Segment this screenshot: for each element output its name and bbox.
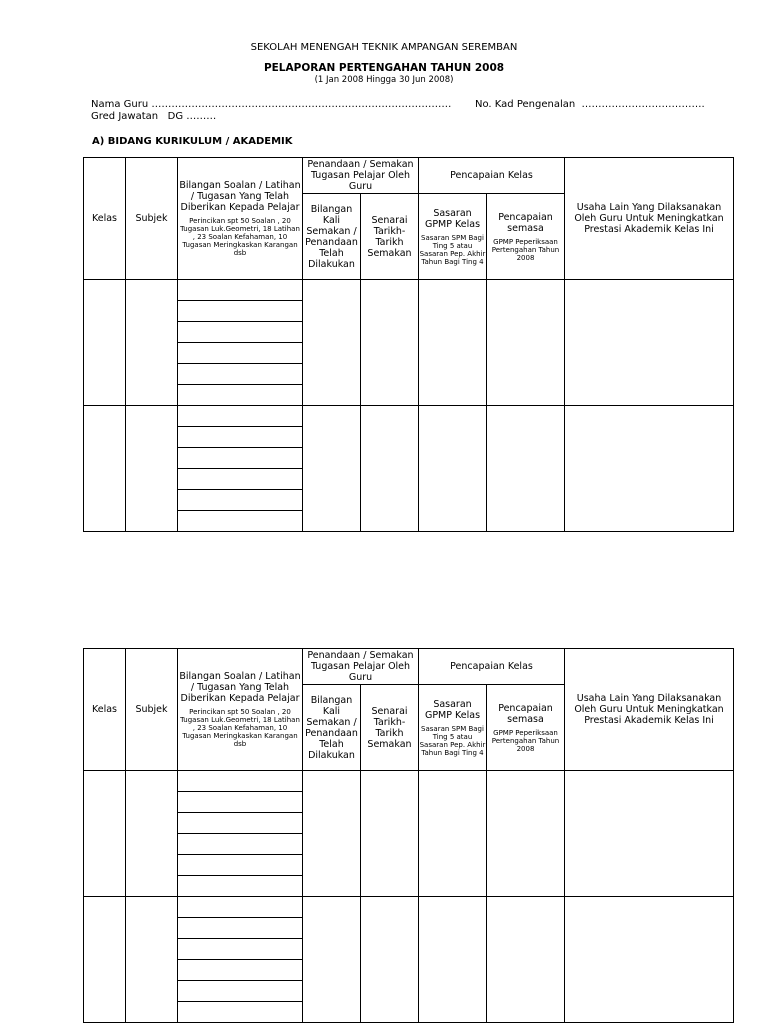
header-subjek: Subjek — [126, 158, 178, 280]
pencapaian-semasa-label: Pencapaian semasa — [498, 211, 553, 234]
bilangan-soalan-cell[interactable] — [178, 897, 303, 1023]
bilangan-kali-cell[interactable] — [303, 897, 361, 1023]
pencapaian-semasa-cell[interactable] — [487, 771, 565, 897]
kelas-cell[interactable] — [84, 771, 126, 897]
table-row — [84, 771, 734, 897]
school-name: SEKOLAH MENENGAH TEKNIK AMPANGAN SEREMBAN — [250, 42, 518, 53]
header-pencapaian-semasa — [487, 685, 565, 771]
usaha-lain-cell[interactable] — [565, 897, 734, 1023]
table-row — [84, 897, 734, 1023]
pencapaian-semasa-cell[interactable] — [487, 897, 565, 1023]
pencapaian-semasa-cell[interactable] — [487, 280, 565, 406]
bilangan-soalan-label: Bilangan Soalan / Latihan / Tugasan Yang Telah Diberikan Kepada Pelajar — [179, 180, 301, 213]
gred-jawatan-field[interactable]: Gred Jawatan DG ……… — [91, 111, 217, 122]
subjek-cell[interactable] — [126, 897, 178, 1023]
bilangan-soalan-label: Bilangan Soalan / Latihan / Tugasan Yang Telah Diberikan Kepada Pelajar — [179, 671, 301, 704]
nama-guru-field[interactable]: Nama Guru ……………………………………………………………………………… — [91, 99, 452, 110]
header-usaha-lain: Usaha Lain Yang Dilaksanakan Oleh Guru Untuk Meningkatkan Prestasi Akademik Kelas Ini — [565, 158, 734, 280]
subjek-cell[interactable] — [126, 280, 178, 406]
usaha-lain-cell[interactable] — [565, 771, 734, 897]
header-bilangan-soalan — [178, 649, 303, 771]
header-sasaran — [419, 685, 487, 771]
header-penandaan: Penandaan / Semakan Tugasan Pelajar Oleh Guru — [303, 649, 419, 685]
kelas-cell[interactable] — [84, 406, 126, 532]
usaha-lain-cell[interactable] — [565, 280, 734, 406]
header-senarai-tarikh: Senarai Tarikh-Tarikh Semakan — [361, 194, 419, 280]
report-title: PELAPORAN PERTENGAHAN TAHUN 2008 — [263, 62, 505, 74]
pencapaian-semasa-note: GPMP Peperiksaan Pertengahan Tahun 2008 — [491, 728, 560, 753]
header-bilangan-kali: Bilangan Kali Semakan / Penandaan Telah Dilakukan — [303, 194, 361, 280]
header-kelas: Kelas — [84, 649, 126, 771]
subjek-cell[interactable] — [126, 406, 178, 532]
senarai-tarikh-cell[interactable] — [361, 771, 419, 897]
kelas-cell[interactable] — [84, 897, 126, 1023]
bilangan-kali-cell[interactable] — [303, 406, 361, 532]
table-row — [84, 280, 734, 406]
section-a-heading: A) BIDANG KURIKULUM / AKADEMIK — [92, 136, 293, 147]
bilangan-kali-cell[interactable] — [303, 771, 361, 897]
subjek-cell[interactable] — [126, 771, 178, 897]
senarai-tarikh-cell[interactable] — [361, 897, 419, 1023]
header-sasaran — [419, 194, 487, 280]
sasaran-label: Sasaran GPMP Kelas — [424, 698, 481, 721]
table-row — [84, 406, 734, 532]
header-bilangan-soalan — [178, 158, 303, 280]
header-pencapaian-kelas: Pencapaian Kelas — [419, 649, 565, 685]
academic-table-1 — [83, 157, 734, 532]
header-kelas: Kelas — [84, 158, 126, 280]
senarai-tarikh-cell[interactable] — [361, 280, 419, 406]
sasaran-cell[interactable] — [419, 897, 487, 1023]
no-kad-field[interactable]: No. Kad Pengenalan ………………………………. — [475, 99, 705, 110]
header-pencapaian-kelas: Pencapaian Kelas — [419, 158, 565, 194]
bilangan-kali-cell[interactable] — [303, 280, 361, 406]
bilangan-soalan-cell[interactable] — [178, 280, 303, 406]
sasaran-note: Sasaran SPM Bagi Ting 5 atau Sasaran Pep. Akhir Tahun Bagi Ting 4 — [419, 233, 486, 266]
pencapaian-semasa-cell[interactable] — [487, 406, 565, 532]
bilangan-soalan-note: Perincikan spt 50 Soalan , 20 Tugasan Luk.Geometri, 18 Latihan , 23 Soalan Kefahaman, 10 Tugasan Meringkaskan Karangan dsb — [180, 708, 300, 748]
header-senarai-tarikh: Senarai Tarikh-Tarikh Semakan — [361, 685, 419, 771]
bilangan-soalan-note: Perincikan spt 50 Soalan , 20 Tugasan Luk.Geometri, 18 Latihan , 23 Soalan Kefahaman, 10 Tugasan Meringkaskan Karangan dsb — [180, 217, 300, 257]
bilangan-soalan-cell[interactable] — [178, 406, 303, 532]
bilangan-soalan-cell[interactable] — [178, 771, 303, 897]
report-period: (1 Jan 2008 Hingga 30 Jun 2008) — [314, 75, 454, 85]
usaha-lain-cell[interactable] — [565, 406, 734, 532]
kelas-cell[interactable] — [84, 280, 126, 406]
header-usaha-lain: Usaha Lain Yang Dilaksanakan Oleh Guru Untuk Meningkatkan Prestasi Akademik Kelas Ini — [565, 649, 734, 771]
sasaran-note: Sasaran SPM Bagi Ting 5 atau Sasaran Pep. Akhir Tahun Bagi Ting 4 — [419, 724, 486, 757]
header-penandaan: Penandaan / Semakan Tugasan Pelajar Oleh Guru — [303, 158, 419, 194]
sasaran-cell[interactable] — [419, 771, 487, 897]
sasaran-cell[interactable] — [419, 280, 487, 406]
senarai-tarikh-cell[interactable] — [361, 406, 419, 532]
sasaran-cell[interactable] — [419, 406, 487, 532]
header-subjek: Subjek — [126, 649, 178, 771]
header-bilangan-kali: Bilangan Kali Semakan / Penandaan Telah Dilakukan — [303, 685, 361, 771]
academic-table-2 — [83, 648, 734, 1023]
header-pencapaian-semasa — [487, 194, 565, 280]
sasaran-label: Sasaran GPMP Kelas — [424, 207, 481, 230]
pencapaian-semasa-note: GPMP Peperiksaan Pertengahan Tahun 2008 — [491, 237, 560, 262]
pencapaian-semasa-label: Pencapaian semasa — [498, 702, 553, 725]
